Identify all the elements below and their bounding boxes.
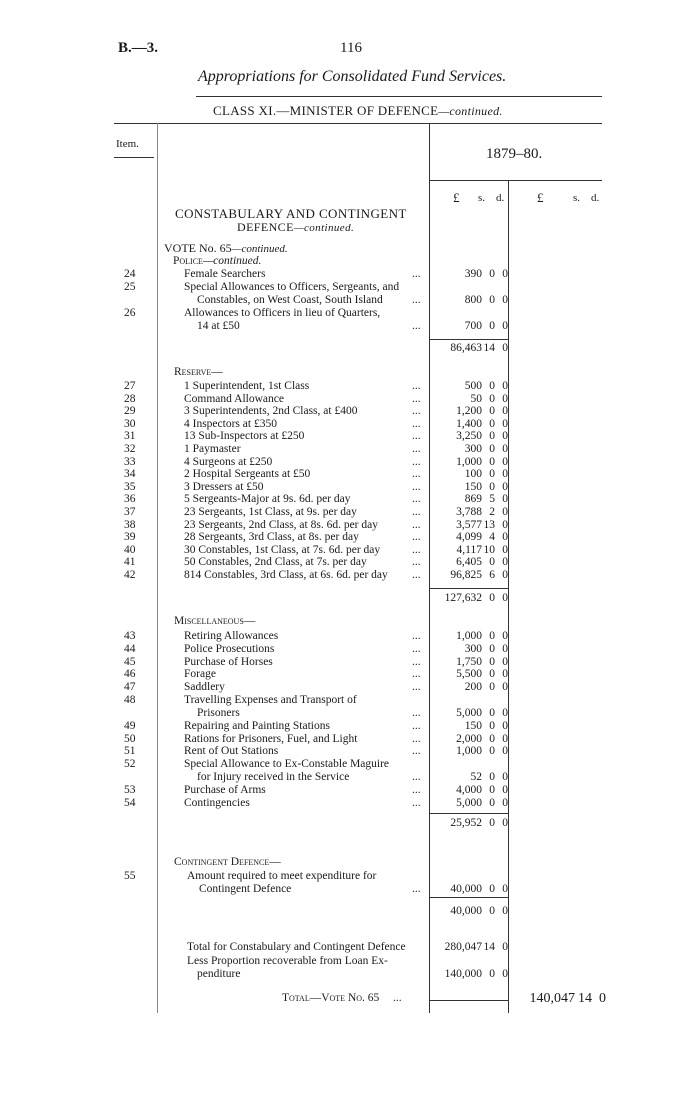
section-heading-line1: CONSTABULARY AND CONTINGENT bbox=[175, 206, 407, 221]
reserve-row-pounds: 1,200 bbox=[456, 405, 482, 418]
contingent-row-shillings: 0 bbox=[489, 883, 495, 895]
grand-total-pence: 0 bbox=[502, 941, 508, 953]
leader-dots: ... bbox=[412, 543, 421, 556]
reserve-row-pounds: 96,825 bbox=[450, 569, 482, 581]
misc-row-pence: 0 bbox=[502, 707, 508, 719]
misc-row-amount bbox=[0, 797, 700, 810]
grand-total-pounds: 280,047 bbox=[444, 941, 482, 953]
misc-subtotal-rule bbox=[430, 813, 508, 814]
misc-row-line-text: Travelling Expenses and Transport of bbox=[184, 694, 357, 706]
pounds-header: £ bbox=[453, 190, 460, 205]
misc-heading: Miscellaneous— bbox=[174, 615, 256, 627]
vote-total-dots: ... bbox=[393, 992, 402, 1004]
shillings-header-2: s. bbox=[573, 192, 581, 204]
reserve-row-pounds: 500 bbox=[464, 380, 482, 392]
item-number: 50 bbox=[124, 732, 136, 745]
reserve-row-pence: 0 bbox=[502, 569, 508, 581]
page-title: Appropriations for Consolidated Fund Services. bbox=[198, 68, 507, 85]
misc-row-pounds: 5,500 bbox=[456, 668, 482, 681]
reserve-row-shillings: 0 bbox=[489, 455, 495, 468]
reserve-row-text: 1 Paymaster bbox=[184, 443, 241, 455]
misc-row-line-text: Retiring Allowances bbox=[184, 630, 279, 642]
item-number: 49 bbox=[124, 719, 136, 732]
reserve-row-shillings: 5 bbox=[489, 493, 495, 506]
reserve-row-shillings: 0 bbox=[489, 380, 495, 392]
misc-row-amount bbox=[0, 720, 700, 733]
reserve-row-amount bbox=[0, 380, 700, 393]
leader-dots: ... bbox=[412, 796, 421, 809]
item-number: 31 bbox=[124, 430, 136, 443]
grand-total-shillings: 14 bbox=[483, 941, 495, 953]
reserve-row-shillings: 6 bbox=[489, 569, 495, 581]
leader-dots: ... bbox=[412, 707, 421, 719]
police-row-line-text: Constables, on West Coast, South Island bbox=[197, 294, 383, 306]
misc-row-shillings: 0 bbox=[489, 719, 495, 732]
less-proportion-shillings: 0 bbox=[489, 968, 495, 980]
misc-row-pounds: 5,000 bbox=[456, 707, 482, 719]
item-number: 35 bbox=[124, 480, 136, 493]
reserve-row-text: Command Allowance bbox=[184, 392, 284, 405]
misc-row-amount bbox=[0, 745, 700, 758]
reserve-row-text: 28 Sergeants, 3rd Class, at 8s. per day bbox=[184, 531, 359, 544]
misc-subtotal-pounds: 25,952 bbox=[450, 817, 482, 829]
item-number: 47 bbox=[124, 681, 136, 694]
leader-dots: ... bbox=[412, 732, 421, 745]
police-row-line-text: Special Allowances to Officers, Sergeants, and bbox=[184, 281, 400, 293]
misc-row-amount bbox=[0, 681, 700, 694]
reserve-row-text: 814 Constables, 3rd Class, at 6s. 6d. per day bbox=[184, 569, 388, 581]
police-row-shillings: 0 bbox=[489, 268, 495, 280]
leader-dots: ... bbox=[412, 642, 421, 655]
misc-subtotal-pence: 0 bbox=[502, 817, 508, 829]
reserve-row-pence: 0 bbox=[502, 443, 508, 455]
contingent-subtotal-pounds: 40,000 bbox=[450, 905, 482, 917]
leader-dots: ... bbox=[412, 556, 421, 569]
item-number: 26 bbox=[124, 307, 136, 319]
reserve-row-amount bbox=[0, 544, 700, 557]
reserve-row-pence: 0 bbox=[502, 392, 508, 405]
page-reference: B.—3. bbox=[118, 40, 159, 56]
grand-total-label: Total for Constabulary and Contingent Defence bbox=[187, 941, 406, 953]
leader-dots: ... bbox=[412, 405, 421, 418]
misc-row-line-text: Repairing and Painting Stations bbox=[184, 719, 330, 732]
leader-dots: ... bbox=[412, 320, 421, 332]
misc-row-pence: 0 bbox=[502, 771, 508, 784]
leader-dots: ... bbox=[412, 294, 421, 306]
police-row-line bbox=[0, 281, 700, 294]
reserve-subtotal-amount bbox=[0, 592, 700, 605]
leader-dots: ... bbox=[412, 668, 421, 681]
misc-row-pounds: 300 bbox=[464, 642, 482, 655]
reserve-row-amount bbox=[0, 569, 700, 582]
year-header: 1879–80. bbox=[486, 146, 543, 162]
misc-row-pence: 0 bbox=[502, 745, 508, 758]
less-label-line2: penditure bbox=[197, 968, 241, 980]
vote-total-rule bbox=[430, 1000, 508, 1001]
reserve-row-shillings: 4 bbox=[489, 531, 495, 544]
class-title: CLASS XI.—MINISTER OF DEFENCE—continued. bbox=[213, 103, 503, 118]
reserve-row-text: 3 Dressers at £50 bbox=[184, 480, 264, 493]
misc-row-amount bbox=[0, 630, 700, 643]
reserve-row-pounds: 869 bbox=[464, 493, 482, 506]
reserve-row-shillings: 0 bbox=[489, 405, 495, 418]
police-heading: Police—continued. bbox=[173, 255, 262, 267]
item-number: 33 bbox=[124, 455, 136, 468]
police-subtotal-rule bbox=[430, 339, 508, 340]
item-column-header: Item. bbox=[116, 138, 139, 150]
reserve-row-pence: 0 bbox=[502, 556, 508, 569]
leader-dots: ... bbox=[412, 480, 421, 493]
reserve-row-amount bbox=[0, 519, 700, 532]
leader-dots: ... bbox=[412, 745, 421, 758]
police-row-pence: 0 bbox=[502, 268, 508, 280]
reserve-row-text: 23 Sergeants, 1st Class, at 9s. per day bbox=[184, 506, 357, 518]
less-label-line1: Less Proportion recoverable from Loan Ex- bbox=[187, 955, 388, 967]
reserve-row-shillings: 13 bbox=[483, 518, 495, 531]
leader-dots: ... bbox=[412, 784, 421, 796]
reserve-subtotal-rule bbox=[430, 588, 508, 589]
misc-row-amount bbox=[0, 707, 700, 720]
misc-row-amount bbox=[0, 643, 700, 656]
table-top-rule bbox=[114, 123, 602, 124]
misc-row-shillings: 0 bbox=[489, 796, 495, 809]
reserve-subtotal-shillings: 0 bbox=[489, 592, 495, 604]
misc-row-pence: 0 bbox=[502, 642, 508, 655]
reserve-row-amount bbox=[0, 443, 700, 456]
item-number: 52 bbox=[124, 758, 136, 771]
misc-row-pounds: 200 bbox=[464, 681, 482, 694]
misc-row-line-text: Rations for Prisoners, Fuel, and Light bbox=[184, 732, 358, 745]
misc-row-line bbox=[0, 694, 700, 707]
reserve-row-amount bbox=[0, 405, 700, 418]
police-row-pounds: 390 bbox=[464, 268, 482, 280]
pence-header: d. bbox=[496, 192, 505, 204]
misc-row-line-text: Purchase of Horses bbox=[184, 655, 273, 668]
contingent-row-pounds: 40,000 bbox=[450, 883, 482, 895]
reserve-row-pence: 0 bbox=[502, 417, 508, 430]
less-proportion-pounds: 140,000 bbox=[444, 968, 482, 980]
misc-row-shillings: 0 bbox=[489, 771, 495, 784]
item-number: 36 bbox=[124, 493, 136, 506]
reserve-row-pounds: 100 bbox=[464, 468, 482, 481]
leader-dots: ... bbox=[412, 771, 421, 784]
reserve-row-pounds: 3,250 bbox=[456, 430, 482, 443]
misc-row-shillings: 0 bbox=[489, 630, 495, 642]
contingent-row-line bbox=[0, 870, 700, 883]
misc-row-shillings: 0 bbox=[489, 745, 495, 758]
item-number: 25 bbox=[124, 281, 136, 293]
item-number: 55 bbox=[124, 870, 136, 882]
reserve-row-pounds: 3,577 bbox=[456, 518, 482, 531]
leader-dots: ... bbox=[412, 430, 421, 443]
police-row-pence: 0 bbox=[502, 320, 508, 332]
misc-row-pence: 0 bbox=[502, 681, 508, 694]
contingent-row-line-text: Contingent Defence bbox=[199, 883, 292, 895]
reserve-row-shillings: 0 bbox=[489, 430, 495, 443]
misc-row-line-text: Police Prosecutions bbox=[184, 642, 275, 655]
reserve-subtotal-pounds: 127,632 bbox=[444, 592, 482, 604]
item-number: 41 bbox=[124, 556, 136, 569]
item-number: 54 bbox=[124, 796, 136, 809]
reserve-row-pence: 0 bbox=[502, 531, 508, 544]
misc-row-pounds: 150 bbox=[464, 719, 482, 732]
reserve-row-pounds: 4,099 bbox=[456, 531, 482, 544]
item-number: 32 bbox=[124, 443, 136, 455]
reserve-row-pounds: 1,400 bbox=[456, 417, 482, 430]
misc-row-shillings: 0 bbox=[489, 681, 495, 694]
misc-row-pounds: 4,000 bbox=[456, 784, 482, 796]
reserve-row-shillings: 0 bbox=[489, 468, 495, 481]
misc-row-line-text: Purchase of Arms bbox=[184, 784, 266, 796]
misc-row-pence: 0 bbox=[502, 719, 508, 732]
police-row-pence: 0 bbox=[502, 294, 508, 306]
leader-dots: ... bbox=[412, 443, 421, 455]
reserve-row-pounds: 50 bbox=[470, 392, 482, 405]
reserve-row-text: 30 Constables, 1st Class, at 7s. 6d. per day bbox=[184, 543, 381, 556]
reserve-row-amount bbox=[0, 556, 700, 569]
vote-total-pence: 0 bbox=[599, 991, 606, 1006]
section-heading-line2: DEFENCE—continued. bbox=[237, 220, 355, 234]
misc-row-line bbox=[0, 758, 700, 771]
misc-row-pence: 0 bbox=[502, 796, 508, 809]
reserve-row-pence: 0 bbox=[502, 493, 508, 506]
item-number: 30 bbox=[124, 417, 136, 430]
item-number: 51 bbox=[124, 745, 136, 758]
misc-row-line-text: for Injury received in the Service bbox=[197, 771, 350, 784]
less-proportion-amount bbox=[0, 968, 700, 981]
shillings-header: s. bbox=[478, 192, 486, 204]
leader-dots: ... bbox=[412, 468, 421, 481]
misc-row-amount bbox=[0, 771, 700, 784]
reserve-row-pence: 0 bbox=[502, 455, 508, 468]
reserve-row-text: 23 Sergeants, 2nd Class, at 8s. 6d. per day bbox=[184, 518, 378, 531]
reserve-row-pence: 0 bbox=[502, 468, 508, 481]
reserve-row-amount bbox=[0, 393, 700, 406]
misc-row-shillings: 0 bbox=[489, 655, 495, 668]
police-row-pounds: 700 bbox=[464, 320, 482, 332]
misc-row-pounds: 5,000 bbox=[456, 796, 482, 809]
reserve-subtotal-pence: 0 bbox=[502, 592, 508, 604]
item-number: 27 bbox=[124, 380, 136, 392]
leader-dots: ... bbox=[412, 268, 421, 280]
police-row-shillings: 0 bbox=[489, 320, 495, 332]
leader-dots: ... bbox=[412, 569, 421, 581]
reserve-row-pence: 0 bbox=[502, 518, 508, 531]
item-number: 46 bbox=[124, 668, 136, 681]
misc-row-line-text: Special Allowance to Ex-Constable Maguire bbox=[184, 758, 390, 771]
misc-row-line-text: Rent of Out Stations bbox=[184, 745, 279, 758]
leader-dots: ... bbox=[412, 380, 421, 392]
vote-total-shillings: 14 bbox=[578, 991, 592, 1006]
reserve-row-pence: 0 bbox=[502, 405, 508, 418]
leader-dots: ... bbox=[412, 883, 421, 895]
police-row-shillings: 0 bbox=[489, 294, 495, 306]
item-number: 42 bbox=[124, 569, 136, 581]
misc-subtotal-shillings: 0 bbox=[489, 817, 495, 829]
reserve-row-shillings: 0 bbox=[489, 392, 495, 405]
item-number: 29 bbox=[124, 405, 136, 418]
reserve-row-shillings: 0 bbox=[489, 417, 495, 430]
misc-row-pence: 0 bbox=[502, 732, 508, 745]
reserve-row-shillings: 0 bbox=[489, 556, 495, 569]
misc-row-line-text: Contingencies bbox=[184, 796, 250, 809]
item-number: 28 bbox=[124, 392, 136, 405]
misc-row-amount bbox=[0, 656, 700, 669]
reserve-row-text: 2 Hospital Sergeants at £50 bbox=[184, 468, 311, 481]
pounds-header-2: £ bbox=[537, 190, 544, 205]
reserve-row-pounds: 1,000 bbox=[456, 455, 482, 468]
misc-row-line-text: Prisoners bbox=[197, 707, 240, 719]
reserve-row-shillings: 0 bbox=[489, 443, 495, 455]
police-row-pounds: 800 bbox=[464, 294, 482, 306]
leader-dots: ... bbox=[412, 719, 421, 732]
reserve-row-text: 13 Sub-Inspectors at £250 bbox=[184, 430, 305, 443]
police-row-line bbox=[0, 307, 700, 320]
vote-total-pounds: 140,047 bbox=[529, 991, 575, 1006]
reserve-row-pounds: 3,788 bbox=[456, 506, 482, 518]
year-head-rule bbox=[430, 180, 602, 181]
reserve-row-amount bbox=[0, 493, 700, 506]
misc-row-pounds: 1,000 bbox=[456, 630, 482, 642]
reserve-row-shillings: 2 bbox=[489, 506, 495, 518]
misc-row-shillings: 0 bbox=[489, 732, 495, 745]
misc-subtotal-amount bbox=[0, 817, 700, 830]
reserve-row-amount bbox=[0, 456, 700, 469]
vote-total-label: Total—Vote No. 65 bbox=[282, 992, 380, 1004]
reserve-row-pounds: 4,117 bbox=[456, 543, 482, 556]
reserve-row-text: 1 Superintendent, 1st Class bbox=[184, 380, 310, 392]
police-subtotal-amount bbox=[0, 342, 700, 355]
leader-dots: ... bbox=[412, 455, 421, 468]
contingent-subtotal-shillings: 0 bbox=[489, 905, 495, 917]
reserve-row-pence: 0 bbox=[502, 506, 508, 518]
reserve-row-pounds: 300 bbox=[464, 443, 482, 455]
contingent-row-amount bbox=[0, 883, 700, 896]
misc-row-pence: 0 bbox=[502, 668, 508, 681]
police-subtotal-pence: 0 bbox=[502, 342, 508, 354]
item-number: 39 bbox=[124, 531, 136, 544]
item-number: 40 bbox=[124, 543, 136, 556]
reserve-row-pounds: 6,405 bbox=[456, 556, 482, 569]
leader-dots: ... bbox=[412, 630, 421, 642]
reserve-row-pence: 0 bbox=[502, 543, 508, 556]
misc-row-line-text: Saddlery bbox=[184, 681, 225, 694]
leader-dots: ... bbox=[412, 417, 421, 430]
reserve-row-amount bbox=[0, 506, 700, 519]
misc-row-amount bbox=[0, 784, 700, 797]
reserve-row-amount bbox=[0, 468, 700, 481]
reserve-row-text: 5 Sergeants-Major at 9s. 6d. per day bbox=[184, 493, 351, 506]
misc-row-pounds: 1,000 bbox=[456, 745, 482, 758]
reserve-row-pence: 0 bbox=[502, 430, 508, 443]
item-number: 43 bbox=[124, 630, 136, 642]
leader-dots: ... bbox=[412, 655, 421, 668]
item-number: 24 bbox=[124, 268, 136, 280]
page-number: 116 bbox=[340, 40, 362, 56]
police-row-line-text: 14 at £50 bbox=[197, 320, 240, 332]
reserve-row-amount bbox=[0, 531, 700, 544]
misc-row-shillings: 0 bbox=[489, 668, 495, 681]
misc-row-pence: 0 bbox=[502, 784, 508, 796]
reserve-row-pence: 0 bbox=[502, 480, 508, 493]
less-proportion-pence: 0 bbox=[502, 968, 508, 980]
misc-row-pounds: 2,000 bbox=[456, 732, 482, 745]
item-head-rule bbox=[114, 157, 154, 158]
police-subtotal-shillings: 14 bbox=[483, 342, 495, 354]
police-row-line-text: Female Searchers bbox=[184, 268, 266, 280]
item-number: 45 bbox=[124, 655, 136, 668]
reserve-row-amount bbox=[0, 430, 700, 443]
misc-row-pounds: 1,750 bbox=[456, 655, 482, 668]
title-rule bbox=[196, 96, 602, 97]
vote-label: VOTE No. 65—continued. bbox=[164, 241, 288, 255]
police-row-amount bbox=[0, 320, 700, 333]
leader-dots: ... bbox=[412, 518, 421, 531]
contingent-heading: Contingent Defence— bbox=[174, 856, 281, 868]
contingent-subtotal-rule bbox=[430, 897, 508, 898]
leader-dots: ... bbox=[412, 392, 421, 405]
pence-header-2: d. bbox=[591, 192, 600, 204]
misc-row-pence: 0 bbox=[502, 630, 508, 642]
reserve-row-text: 50 Constables, 2nd Class, at 7s. per day bbox=[184, 556, 367, 569]
misc-row-shillings: 0 bbox=[489, 784, 495, 796]
reserve-row-shillings: 0 bbox=[489, 480, 495, 493]
police-row-amount bbox=[0, 268, 700, 281]
item-number: 44 bbox=[124, 642, 136, 655]
misc-row-amount bbox=[0, 668, 700, 681]
police-row-line-text: Allowances to Officers in lieu of Quarters, bbox=[184, 307, 381, 319]
police-row-amount bbox=[0, 294, 700, 307]
misc-row-shillings: 0 bbox=[489, 707, 495, 719]
misc-row-amount bbox=[0, 733, 700, 746]
misc-row-shillings: 0 bbox=[489, 642, 495, 655]
reserve-row-pounds: 150 bbox=[464, 480, 482, 493]
leader-dots: ... bbox=[412, 493, 421, 506]
item-number: 34 bbox=[124, 468, 136, 481]
reserve-heading: Reserve— bbox=[174, 366, 223, 378]
police-subtotal-pounds: 86,463 bbox=[450, 342, 482, 354]
leader-dots: ... bbox=[412, 681, 421, 694]
reserve-row-text: 3 Superintendents, 2nd Class, at £400 bbox=[184, 405, 358, 418]
reserve-row-amount bbox=[0, 481, 700, 494]
reserve-row-shillings: 10 bbox=[483, 543, 495, 556]
item-number: 37 bbox=[124, 506, 136, 518]
misc-row-pence: 0 bbox=[502, 655, 508, 668]
contingent-row-pence: 0 bbox=[502, 883, 508, 895]
item-number: 38 bbox=[124, 518, 136, 531]
misc-row-pounds: 52 bbox=[470, 771, 482, 784]
leader-dots: ... bbox=[412, 506, 421, 518]
reserve-row-pence: 0 bbox=[502, 380, 508, 392]
reserve-row-amount bbox=[0, 418, 700, 431]
contingent-subtotal-pence: 0 bbox=[502, 905, 508, 917]
item-number: 48 bbox=[124, 694, 136, 706]
misc-row-line-text: Forage bbox=[184, 668, 216, 681]
contingent-subtotal-amount bbox=[0, 905, 700, 918]
leader-dots: ... bbox=[412, 531, 421, 544]
contingent-row-line-text: Amount required to meet expenditure for bbox=[187, 870, 377, 882]
item-number: 53 bbox=[124, 784, 136, 796]
reserve-row-text: 4 Inspectors at £350 bbox=[184, 417, 277, 430]
reserve-row-text: 4 Surgeons at £250 bbox=[184, 455, 273, 468]
